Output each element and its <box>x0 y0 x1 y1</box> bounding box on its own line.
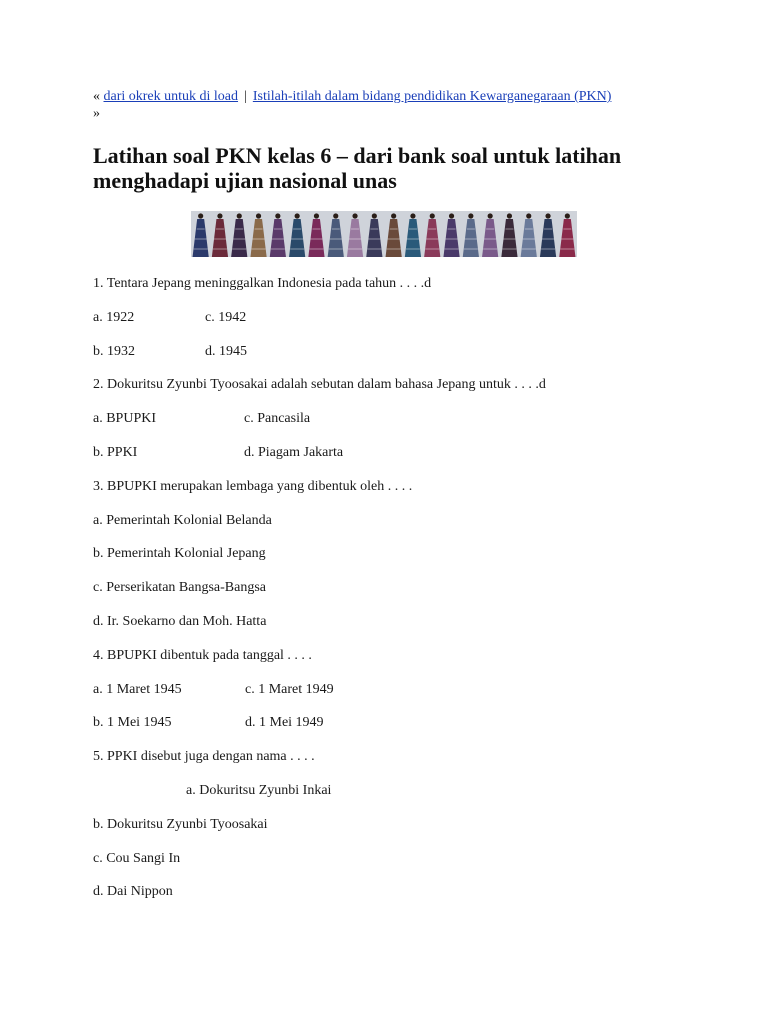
question-4: 4. BPUPKI dibentuk pada tanggal . . . . <box>93 647 312 663</box>
question-3-option-a: a. Pemerintah Kolonial Belanda <box>93 512 272 528</box>
question-list <box>93 275 693 900</box>
question-1: 1. Tentara Jepang meninggalkan Indonesia pada tahun . . . .d <box>93 276 432 291</box>
batik-dress-banner <box>191 211 577 257</box>
question-2-options-row-2: b. PPKI d. Piagam Jakarta <box>93 444 344 460</box>
question-3-option-d: d. Ir. Soekarno dan Moh. Hatta <box>93 613 267 629</box>
question-4-options-row-2: b. 1 Mei 1945 d. 1 Mei 1949 <box>93 715 324 731</box>
question-2: 2. Dokuritsu Zyunbi Tyoosakai adalah sebutan dalam bahasa Jepang untuk . . . .d <box>93 377 546 393</box>
question-5-option-d: d. Dai Nippon <box>93 884 173 900</box>
question-2-options-row-1: a. BPUPKI c. Pancasila <box>93 411 311 427</box>
question-3-option-b: b. Pemerintah Kolonial Jepang <box>93 546 266 562</box>
question-4-options-row-1: a. 1 Maret 1945 c. 1 Maret 1949 <box>93 681 334 697</box>
question-5: 5. PPKI disebut juga dengan nama . . . . <box>93 749 315 765</box>
question-5-option-c: c. Cou Sangi In <box>93 850 181 866</box>
question-3: 3. BPUPKI merupakan lembaga yang dibentuk oleh . . . . <box>93 478 413 494</box>
prev-arrow: « <box>93 89 100 104</box>
post-navigation <box>93 88 693 122</box>
question-3-option-c: c. Perserikatan Bangsa-Bangsa <box>93 580 266 596</box>
question-1-options-row-1: a. 1922 c. 1942 <box>93 309 247 325</box>
banner-background <box>191 211 577 257</box>
nav-separator: | <box>244 89 247 104</box>
question-1-options-row-2: b. 1932 d. 1945 <box>93 343 247 359</box>
prev-post-link[interactable]: dari okrek untuk di load <box>103 89 239 104</box>
question-5-option-b: b. Dokuritsu Zyunbi Tyoosakai <box>93 816 268 832</box>
next-arrow: » <box>93 106 100 121</box>
question-5-option-a: a. Dokuritsu Zyunbi Inkai <box>186 782 332 798</box>
next-post-link[interactable]: Istilah-itilah dalam bidang pendidikan Kewarganegaraan (PKN) <box>252 89 612 104</box>
document-page <box>93 88 693 917</box>
post-title: Latihan soal PKN kelas 6 – dari bank soal untuk latihan menghadapi ujian nasional unas <box>93 143 622 193</box>
